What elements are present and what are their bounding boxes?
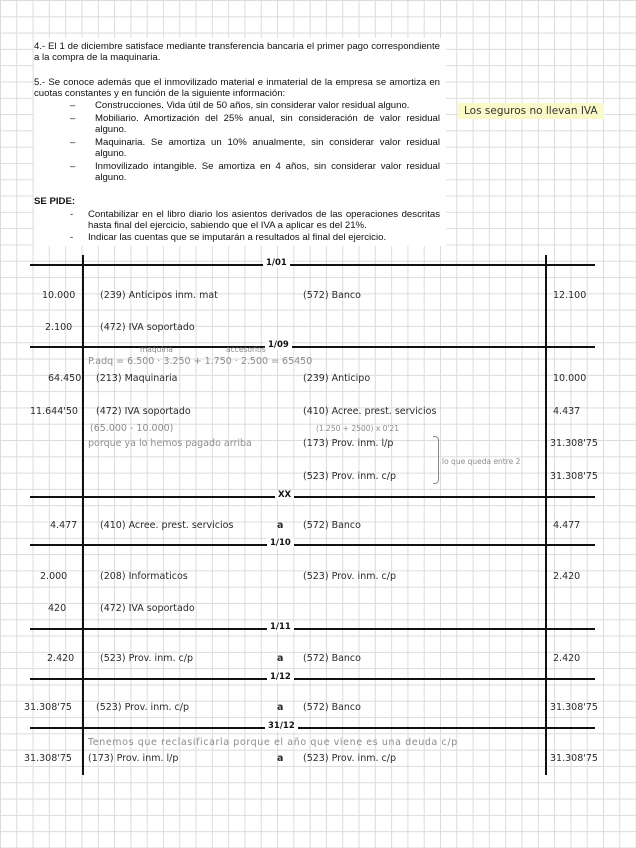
credit-amount: 31.308'75 (550, 438, 598, 449)
debit-amount: 31.308'75 (24, 753, 72, 764)
list-item: – Construcciones. Vida útil de 50 años, sin considerar valor residual alguno. (34, 100, 440, 111)
debit-account: (472) IVA soportado (100, 322, 195, 333)
point-5-intro: 5.- Se conoce además que el inmovilizado material e inmaterial de la empresa se amortiza en cuotas constantes y en función de la siguiente información: (34, 77, 440, 99)
credit-account: (572) Banco (303, 290, 361, 301)
debit-account: (410) Acree. prest. servicios (100, 520, 234, 531)
entry-date: 1/12 (267, 672, 294, 682)
connector-a: a (277, 702, 284, 713)
connector-a: a (277, 520, 284, 531)
debit-account: (523) Prov. inm. c/p (100, 653, 193, 664)
debit-amount: 64.450 (48, 373, 82, 384)
reclassification-note: Tenemos que reclasificarla porque el año que viene es una deuda c/p (88, 737, 458, 748)
debit-amount: 2.100 (45, 322, 73, 333)
credit-amount: 2.420 (553, 571, 581, 582)
se-pide-list (34, 209, 440, 244)
credit-account: (572) Banco (303, 653, 361, 664)
entry-date: 1/10 (267, 538, 294, 548)
credit-account: (523) Prov. inm. c/p (303, 753, 396, 764)
debit-amount: 4.477 (50, 520, 78, 531)
se-pide-heading: SE PIDE: (34, 196, 76, 207)
debit-amount: 420 (48, 603, 67, 614)
debit-account: (173) Prov. inm. l/p (88, 753, 179, 764)
sticky-note: Los seguros no llevan IVA (458, 103, 604, 119)
list-item: – Maquinaria. Se amortiza un 10% anualmente, sin considerar valor residual alguno. (34, 137, 440, 159)
debit-column-divider (82, 255, 84, 775)
list-item: - Contabilizar en el libro diario los asientos derivados de las operaciones descritas hasta final del ejercicio, sabiendo que el IVA a aplicar es del 21%. (34, 209, 440, 231)
credit-amount: 2.420 (553, 653, 581, 664)
entry-date: 1/11 (267, 622, 294, 632)
connector-a: a (277, 753, 284, 764)
debit-account: (472) IVA soportado (100, 603, 195, 614)
debit-account: (213) Maquinaria (96, 373, 178, 384)
journal-date-rule (30, 727, 595, 729)
credit-account: (523) Prov. inm. c/p (303, 471, 396, 482)
calc-note: (1.250 + 2500) x 0'21 (316, 424, 400, 433)
journal-date-rule (30, 346, 595, 348)
debit-account: (472) IVA soportado (96, 406, 191, 417)
entry-date: 31/12 (265, 721, 298, 731)
calc-note: (65.000 - 10.000) (90, 423, 174, 434)
credit-amount: 10.000 (553, 373, 587, 384)
credit-amount: 12.100 (553, 290, 587, 301)
journal-date-rule (30, 678, 595, 680)
entry-date: 1/01 (263, 258, 290, 268)
calc-label-machine: maquina (140, 345, 173, 354)
entry-date: XX (275, 490, 294, 500)
journal-date-rule (30, 496, 595, 498)
credit-account: (239) Anticipo (303, 373, 371, 384)
brace-mark (433, 436, 439, 484)
debit-account: (523) Prov. inm. c/p (96, 702, 189, 713)
credit-account: (523) Prov. inm. c/p (303, 571, 396, 582)
point-5-list (34, 100, 440, 185)
acquisition-price-formula: P.adq = 6.500 · 3.250 + 1.750 · 2.500 = 65450 (88, 356, 313, 367)
credit-amount: 31.308'75 (550, 471, 598, 482)
credit-amount: 31.308'75 (550, 702, 598, 713)
credit-amount: 4.477 (553, 520, 581, 531)
debit-amount: 2.000 (40, 571, 68, 582)
credit-amount: 31.308'75 (550, 753, 598, 764)
list-item: - Indicar las cuentas que se imputarán a resultados al final del ejercicio. (34, 232, 440, 243)
calc-label-accessories: accesorios (226, 345, 266, 354)
debit-amount: 10.000 (42, 290, 76, 301)
list-item: – Mobiliario. Amortización del 25% anual, sin consideración de valor residual alguno. (34, 113, 440, 135)
debit-account: (239) Anticipos inm. mat (100, 290, 218, 301)
credit-account: (572) Banco (303, 702, 361, 713)
debit-account: (208) Informaticos (100, 571, 188, 582)
entry-date: 1/09 (265, 340, 292, 350)
credit-amount: 4.437 (553, 406, 581, 417)
exercise-statement (34, 38, 446, 246)
point-4: 4.- El 1 de diciembre satisface mediante transferencia bancaria el primer pago correspondiente a la compra de la maquinaria. (34, 41, 440, 63)
debit-amount: 2.420 (47, 653, 75, 664)
journal-date-rule (30, 264, 595, 266)
credit-account: (410) Acree. prest. servicios (303, 406, 437, 417)
connector-a: a (277, 653, 284, 664)
journal-date-rule (30, 628, 595, 630)
credit-column-divider (545, 255, 547, 775)
explanation-note: porque ya lo hemos pagado arriba (88, 438, 252, 449)
journal-date-rule (30, 544, 595, 546)
credit-account: (572) Banco (303, 520, 361, 531)
debit-amount: 11.644'50 (30, 406, 78, 417)
list-item: – Inmovilizado intangible. Se amortiza en 4 años, sin considerar valor residual alguno. (34, 161, 440, 183)
credit-account: (173) Prov. inm. l/p (303, 438, 394, 449)
brace-note: lo que queda entre 2 (442, 457, 521, 466)
debit-amount: 31.308'75 (24, 702, 72, 713)
